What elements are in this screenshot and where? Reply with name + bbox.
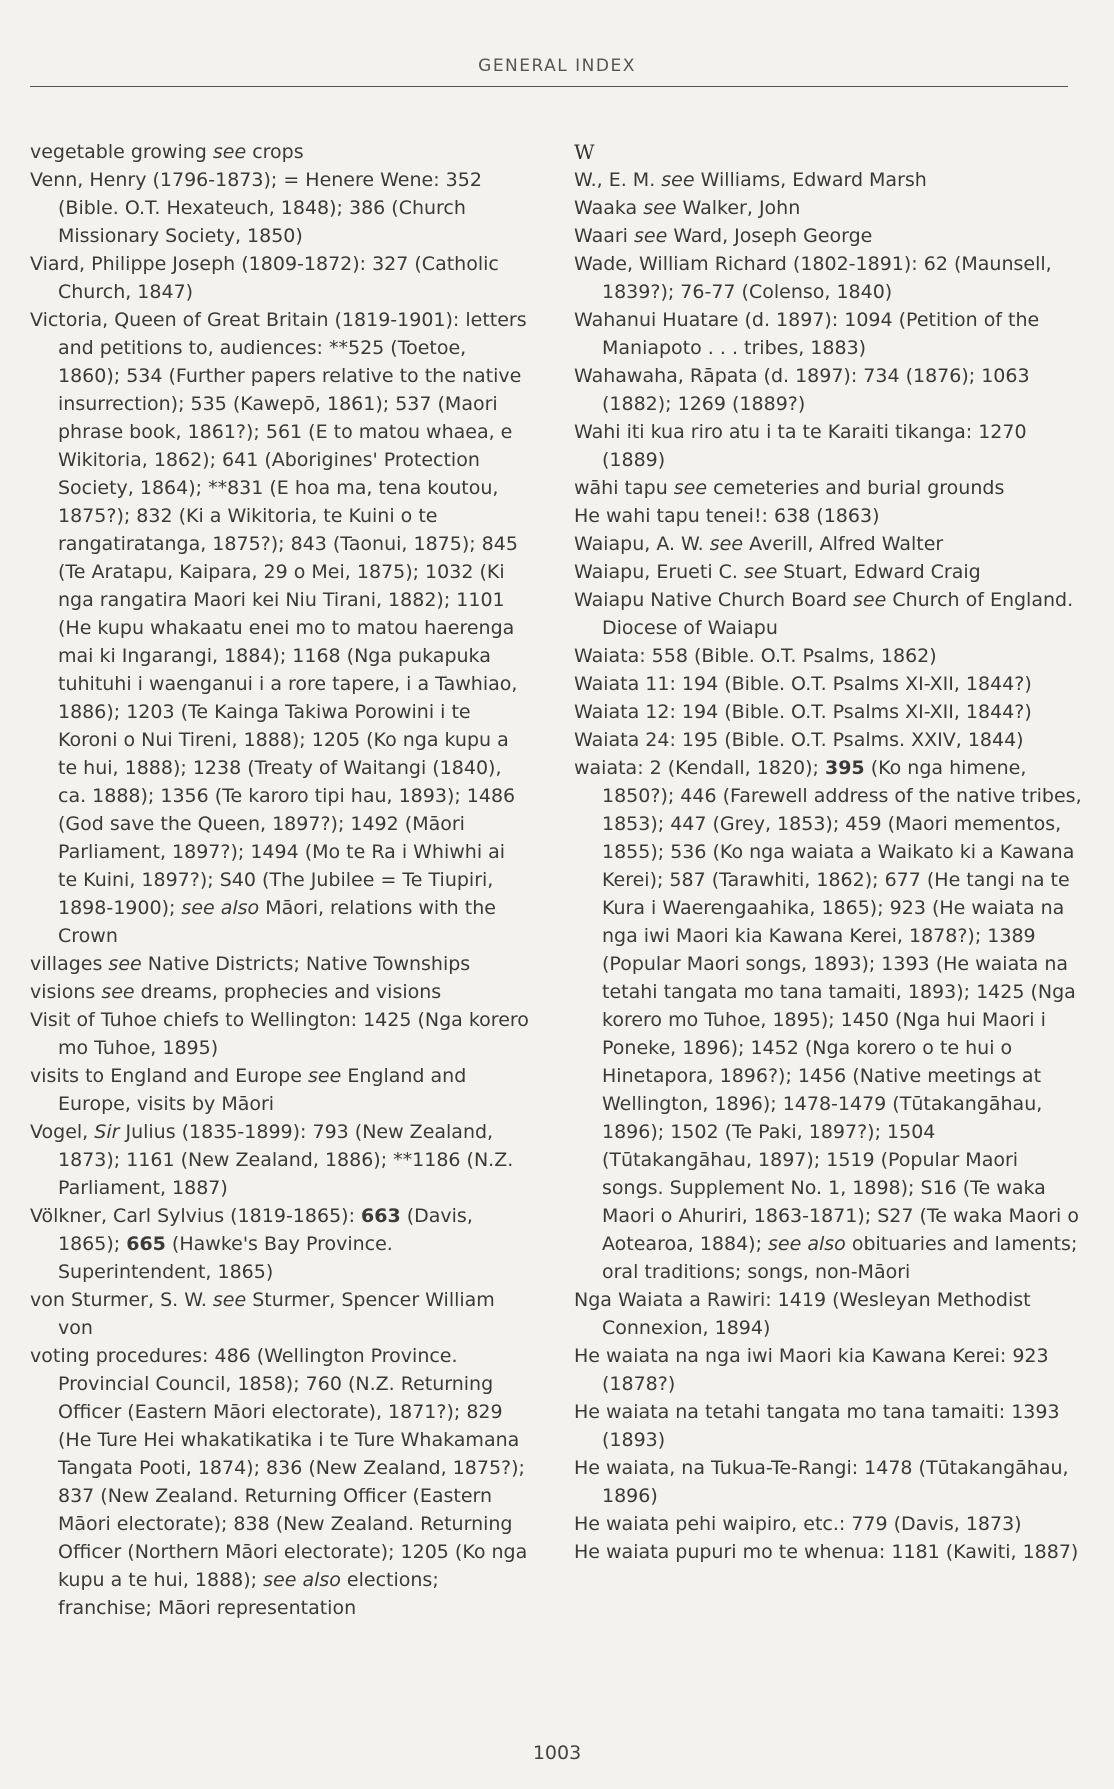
page-number: 1003 — [532, 1742, 582, 1764]
index-entry: voting procedures: 486 (Wellington Province. Provincial Council, 1858); 760 (N.Z. Returning Officer (Eastern Māori electorate), 1871?); 829 (He Ture Hei whakatikatika i te Ture Whakamana Tangata Pooti, 1874); 836 (New Zealand, 1875?); 837 (New Zealand. Returning Officer (Eastern Māori electorate); 838 (New Zealand. Returning Officer (Northern Māori electorate); 1205 (Ko nga kupu a te hui, 1888); see also elections; franchise; Māori representation — [30, 1345, 528, 1619]
header-rule — [30, 86, 1068, 87]
index-entry: Wahanui Huatare (d. 1897): 1094 (Petition of the Maniapoto . . . tribes, 1883) — [574, 309, 1040, 359]
index-entry: waiata: 2 (Kendall, 1820); 395 (Ko nga himene, 1850?); 446 (Farewell address of the native tribes, 1853); 447 (Grey, 1853); 459 (Maori mementos, 1855); 536 (Ko nga waiata a Waikato ki a Kawana Kerei); 587 (Tarawhiti, 1862); 677 (He tangi na te Kura i Waerengaahika, 1865); 923 (He waiata na nga iwi Maori kia Kawana Kerei, 1878?); 1389 (Popular Maori songs, 1893); 1393 (He waiata na tetahi tangata mo tana tamaiti, 1893); 1425 (Nga korero mo Tuhoe, 1895); 1450 (Nga hui Maori i Poneke, 1896); 1452 (Nga korero o te hui o Hinetapora, 1896?); 1456 (Native meetings at Wellington, 1896); 1478-1479 (Tūtakangāhau, 1896); 1502 (Te Paki, 1897?); 1504 (Tūtakangāhau, 1897); 1519 (Popular Maori songs. Supplement No. 1, 1898); S16 (Te waka Maori o Ahuriri, 1863-1871); S27 (Te waka Maori o Aotearoa, 1884); see also obituaries and laments; oral traditions; songs, non-Māori — [574, 757, 1082, 1283]
index-entry: vegetable growing see crops — [30, 141, 304, 163]
index-entry: Wahawaha, Rāpata (d. 1897): 734 (1876); 1063 (1882); 1269 (1889?) — [574, 365, 1030, 415]
index-entry: Waiata 12: 194 (Bible. O.T. Psalms XI-XII, 1844?) — [574, 701, 1032, 723]
index-entry: Waiapu, Erueti C. see Stuart, Edward Craig — [574, 561, 981, 583]
index-entry: wāhi tapu see cemeteries and burial grounds — [574, 477, 1005, 499]
index-entry: Waari see Ward, Joseph George — [574, 225, 873, 247]
section-letter: W — [574, 140, 595, 164]
running-head: GENERAL INDEX — [478, 56, 636, 76]
index-entry: He waiata na nga iwi Maori kia Kawana Kerei: 923 (1878?) — [574, 1345, 1049, 1395]
index-entry: Wade, William Richard (1802-1891): 62 (Maunsell, 1839?); 76-77 (Colenso, 1840) — [574, 253, 1052, 303]
index-entry: Völkner, Carl Sylvius (1819-1865): 663 (Davis, 1865); 665 (Hawke's Bay Province. Superintendent, 1865) — [30, 1205, 473, 1283]
index-entry: Venn, Henry (1796-1873); = Henere Wene: 352 (Bible. O.T. Hexateuch, 1848); 386 (Church Missionary Society, 1850) — [30, 169, 482, 247]
index-entry: He waiata pupuri mo te whenua: 1181 (Kawiti, 1887) — [574, 1541, 1079, 1563]
index-entry: Viard, Philippe Joseph (1809-1872): 327 (Catholic Church, 1847) — [30, 253, 499, 303]
index-entry: Wahi iti kua riro atu i ta te Karaiti tikanga: 1270 (1889) — [574, 421, 1027, 471]
index-entry: Vogel, Sir Julius (1835-1899): 793 (New Zealand, 1873); 1161 (New Zealand, 1886); **1186 (N.Z. Parliament, 1887) — [30, 1121, 514, 1199]
index-entry: Waiapu, A. W. see Averill, Alfred Walter — [574, 533, 944, 555]
index-entry: villages see Native Districts; Native Townships — [30, 953, 471, 975]
index-entry: W., E. M. see Williams, Edward Marsh — [574, 169, 927, 191]
index-entry: Nga Waiata a Rawiri: 1419 (Wesleyan Methodist Connexion, 1894) — [574, 1289, 1031, 1339]
index-column-right — [574, 138, 1084, 1566]
index-entry: Waiata 11: 194 (Bible. O.T. Psalms XI-XII, 1844?) — [574, 673, 1032, 695]
index-entry: Waiata 24: 195 (Bible. O.T. Psalms. XXIV, 1844) — [574, 729, 1024, 751]
index-entry: He wahi tapu tenei!: 638 (1863) — [574, 505, 880, 527]
index-entry: visions see dreams, prophecies and visions — [30, 981, 442, 1003]
index-entry: Waaka see Walker, John — [574, 197, 801, 219]
index-entry: Waiapu Native Church Board see Church of England. Diocese of Waiapu — [574, 589, 1074, 639]
index-entry: Victoria, Queen of Great Britain (1819-1901): letters and petitions to, audiences: **525 (Toetoe, 1860); 534 (Further papers relative to the native insurrection); 535 (Kawepō, 1861); 537 (Maori phrase book, 1861?); 561 (E to matou whaea, e Wikitoria, 1862); 641 (Aborigines' Protection Society, 1864); **831 (E hoa ma, tena koutou, 1875?); 832 (Ki a Wikitoria, te Kuini o te rangatiratanga, 1875?); 843 (Taonui, 1875); 845 (Te Aratapu, Kaipara, 29 o Mei, 1875); 1032 (Ki nga rangatira Maori kei Niu Tirani, 1882); 1101 (He kupu whakaatu enei mo to matou haerenga mai ki Ingarangi, 1884); 1168 (Nga pukapuka tuhituhi i waenganui i a rore tapere, i a Tawhiao, 1886); 1203 (Te Kainga Takiwa Porowini i te Koroni o Nui Tireni, 1888); 1205 (Ko nga kupu a te hui, 1888); 1238 (Treaty of Waitangi (1840), ca. 1888); 1356 (Te karoro tipi hau, 1893); 1486 (God save the Queen, 1897?); 1492 (Māori Parliament, 1897?); 1494 (Mo te Ra i Whiwhi ai te Kuini, 1897?); S40 (The Jubilee = Te Tiupiri, 1898-1900); see also Māori, relations with the Crown — [30, 309, 527, 947]
index-entry: visits to England and Europe see England and Europe, visits by Māori — [30, 1065, 467, 1115]
index-entry: Waiata: 558 (Bible. O.T. Psalms, 1862) — [574, 645, 937, 667]
index-entries-right — [574, 166, 1084, 1566]
index-entry: He waiata na tetahi tangata mo tana tamaiti: 1393 (1893) — [574, 1401, 1060, 1451]
index-entry: von Sturmer, S. W. see Sturmer, Spencer William von — [30, 1289, 495, 1339]
index-entry: Visit of Tuhoe chiefs to Wellington: 1425 (Nga korero mo Tuhoe, 1895) — [30, 1009, 529, 1059]
index-entry: He waiata, na Tukua-Te-Rangi: 1478 (Tūtakangāhau, 1896) — [574, 1457, 1069, 1507]
index-column-left — [30, 138, 530, 1622]
index-entry: He waiata pehi waipiro, etc.: 779 (Davis, 1873) — [574, 1513, 1022, 1535]
